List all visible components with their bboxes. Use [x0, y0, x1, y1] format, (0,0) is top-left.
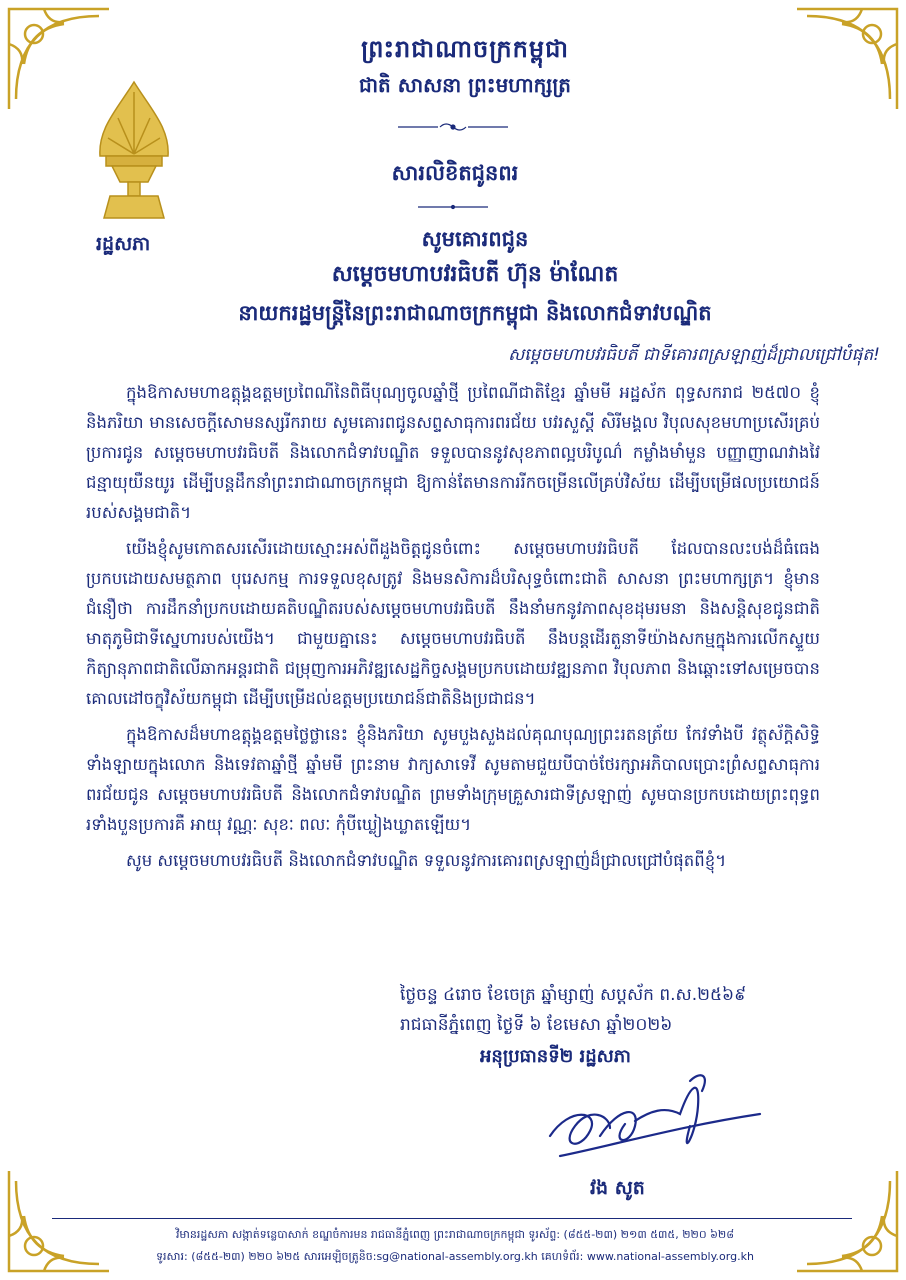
- institution-label: រដ្ឋសភា: [96, 233, 151, 255]
- national-motto: ជាតិ សាសនា ព្រះមហាក្សត្រ: [359, 73, 571, 97]
- kingdom-title: ព្រះរាជាណាចក្រកម្ពុជា: [361, 35, 569, 63]
- letter-body: [86, 378, 820, 882]
- footer-contact: ទូរសារ: (៨៥៥-២៣) ២២០ ៦២៥ សារអេឡិចត្រូនិច:sg@national-assembly.org.kh គេហទំព័រ: www.national-assembly.org.kh: [156, 1250, 754, 1263]
- lunar-date: ថ្ងៃចន្ទ ៤រោច ខែចេត្រ ឆ្នាំម្សាញ់ សប្តស័ក ព.ស.២៥៦៩: [400, 985, 747, 1005]
- document-title: សារលិខិតជូនពរ: [391, 161, 519, 185]
- corner-ornament-top-right: [792, 4, 902, 114]
- salutation-recipient-title: នាយករដ្ឋមន្ត្រីនៃព្រះរាជាណាចក្រកម្ពុជា និងលោកជំទាវបណ្ឌិត: [238, 301, 712, 325]
- divider-flourish: [398, 118, 508, 130]
- solar-date: រាជធានីភ្នំពេញ ថ្ងៃទី ៦ ខែមេសា ឆ្នាំ២០២៦: [400, 1015, 673, 1035]
- paragraph-1: ក្នុងឱកាសមហាឧត្តុង្គឧត្តមប្រពៃណីនៃពិធីបុណ្យចូលឆ្នាំថ្មី ប្រពៃណីជាតិខ្មែរ ឆ្នាំមមី អដ្ឋស័ក ពុទ្ធសករាជ ២៥៧០ ខ្ញុំនិងភរិយា មានសេចក្តីសោមនស្សរីករាយ សូមគោរពជូនសព្ទសាធុការពរជ័យ បវរសួស្តី សិរីមង្គល វិបុលសុខមហាប្រសើរគ្រប់ប្រការជូន សម្តេចមហាបវរធិបតី និងលោកជំទាវបណ្ឌិត ទទួលបាននូវសុខភាពល្អបរិបូណ៌ កម្លាំងមាំមួន បញ្ញាញាណវាងវៃ ជន្មាយុយឺនយូរ ដើម្បីបន្តដឹកនាំព្រះរាជាណាចក្រកម្ពុជា ឱ្យកាន់តែមានការរីកចម្រើនលើគ្រប់វិស័យ ដើម្បីបម្រើផលប្រយោជន៍របស់សង្គមជាតិ។: [86, 383, 820, 522]
- footer-address: វិមានរដ្ឋសភា សង្កាត់ទន្លេបាសាក់ ខណ្ឌចំការមន រាជធានីភ្នំពេញ ព្រះរាជាណាចក្រកម្ពុជា ទូរស័ព្ទ: (៨៥៥-២៣) ២១៣ ៥៣៥, ២២០ ៦២៨: [175, 1228, 735, 1241]
- salutation-line-1: សូមគោរពជូន: [421, 227, 529, 251]
- signer-title: អនុប្រធានទី២ រដ្ឋសភា: [480, 1046, 631, 1067]
- national-assembly-emblem-icon: [88, 78, 180, 228]
- paragraph-3: ក្នុងឱកាសដ៏មហាឧត្តុង្គឧត្តមថ្លៃថ្លានេះ ខ្ញុំនិងភរិយា សូមបួងសួងដល់គុណបុណ្យព្រះរតនត្រ័យ កែវទាំងបី វត្ថុស័ក្តិសិទ្ធិទាំងឡាយក្នុងលោក និងទេវតាឆ្នាំថ្មី ឆ្នាំមមី ព្រះនាម វាក្យសាទេវី សូមតាមជួយបីបាច់ថែរក្សាអភិបាលប្រោះព្រំសព្ទសាធុការពរជ័យជូន សម្តេចមហាបវរធិបតី និងលោកជំទាវបណ្ឌិត ព្រមទាំងក្រុមគ្រួសារជាទីស្រឡាញ់ សូមបានប្រកបដោយព្រះពុទ្ធពរទាំងបួនប្រការគឺ អាយុ វណ្ណៈ សុខៈ ពលៈ កុំបីឃ្លៀងឃ្លាតឡើយ។: [86, 725, 820, 834]
- greeting-line: សម្តេចមហាបវរធិបតី ជាទីគោរពស្រឡាញ់ដ៏ជ្រាលជ្រៅបំផុត!: [508, 345, 880, 365]
- closing-line: សូម សម្តេចមហាបវរធិបតី និងលោកជំទាវបណ្ឌិត ទទួលនូវការគោរពស្រឡាញ់ដ៏ជ្រាលជ្រៅបំផុតពីខ្ញុំ។: [126, 851, 727, 870]
- handwritten-signature: [540, 1066, 770, 1176]
- divider-line: [398, 198, 508, 210]
- footer-divider: [52, 1218, 852, 1219]
- signer-name: វង សូត: [590, 1177, 645, 1199]
- salutation-recipient: សម្តេចមហាបវរធិបតី ហ៊ុន ម៉ាណែត: [331, 262, 619, 287]
- paragraph-2: យើងខ្ញុំសូមកោតសរសើរដោយស្មោះអស់ពីដួងចិត្តជូនចំពោះ សម្តេចមហាបវរធិបតី ដែលបានលះបង់ដ៏ធំធេងប្រកបដោយសមត្ថភាព បុរេសកម្ម ការទទួលខុសត្រូវ និងមនសិការដ៏បរិសុទ្ធចំពោះជាតិ សាសនា ព្រះមហាក្សត្រ។ ខ្ញុំមានជំនឿថា ការដឹកនាំប្រកបដោយគតិបណ្ឌិតរបស់សម្តេចមហាបវរធិបតី នឹងនាំមកនូវភាពសុខដុមរមនា និងសន្តិសុខជូនជាតិមាតុភូមិជាទីស្នេហារបស់យើង។ ជាមួយគ្នានេះ សម្តេចមហាបវរធិបតី នឹងបន្តដើរតួនាទីយ៉ាងសកម្មក្នុងការលើកស្ទួយកិត្យានុភាពជាតិលើឆាកអន្តរជាតិ ជម្រុញការអភិវឌ្ឍសេដ្ឋកិច្ចសង្គមប្រកបដោយវឌ្ឍនភាព វិបុលភាព និងឆ្ពោះទៅសម្រេចបានគោលដៅចក្ខុវិស័យកម្ពុជា ដើម្បីបម្រើដល់ឧត្តមប្រយោជន៍ជាតិនិងប្រជាជន។: [86, 539, 820, 708]
